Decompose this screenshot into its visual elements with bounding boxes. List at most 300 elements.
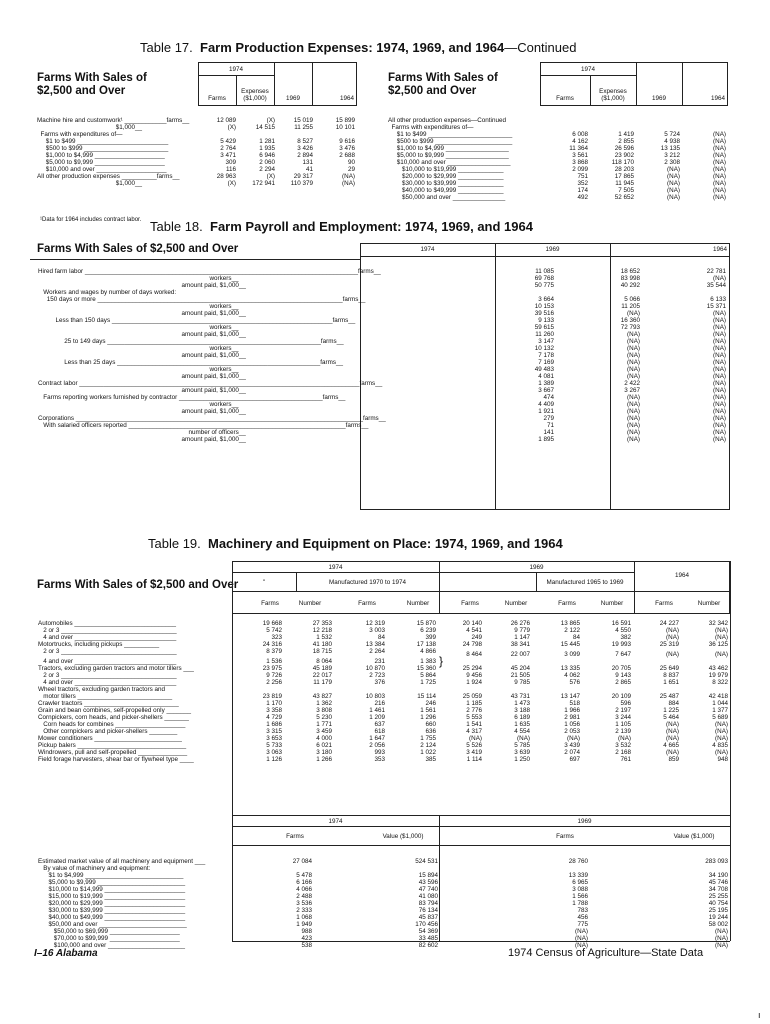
- row-label: 2 or 3 _________________________________: [38, 648, 177, 655]
- cell-value: (NA): [713, 145, 726, 152]
- cell-value: 34 190: [708, 872, 728, 879]
- cell-value: 1 755: [420, 735, 436, 742]
- table17-right-body: [386, 117, 728, 201]
- row-label: $5,000 to $9,999 _________________________: [38, 879, 186, 886]
- cell-value: [540, 117, 590, 124]
- cell-value: 172 941: [252, 180, 275, 187]
- cell-value: 12 319: [365, 620, 385, 627]
- cell-value: [277, 131, 315, 138]
- cell-value: 25 319: [659, 641, 679, 648]
- cell-value: 116: [225, 166, 236, 173]
- cell-value: 283 093: [705, 858, 728, 865]
- cell-value: (NA): [666, 728, 679, 735]
- cell-value: [438, 658, 484, 665]
- table-row: [386, 152, 728, 159]
- t19-col-1969: 1969: [529, 564, 544, 571]
- row-label: amount paid, $1,000__: [38, 352, 246, 359]
- table19-value-body: [36, 858, 730, 949]
- cell-value: 2 776: [466, 707, 482, 714]
- row-label: motor tillers ___________________________: [38, 693, 173, 700]
- t19-sub-farms-4: Farms: [558, 600, 576, 607]
- row-label: Machine hire and customwork¹ ____________farms__: [37, 117, 190, 124]
- table-row: [36, 373, 728, 380]
- cell-value: 13 384: [365, 641, 385, 648]
- table-row: [36, 935, 730, 942]
- row-label: workers__: [38, 366, 239, 373]
- cell-value: 1 461: [369, 707, 385, 714]
- table17-title-text: Farm Production Expenses: 1974, 1969, and 1964: [200, 40, 505, 55]
- table-row: [36, 352, 728, 359]
- cell-value: 110 379: [290, 180, 313, 187]
- cell-value: 3 868: [572, 159, 588, 166]
- source-line: 1974 Census of Agriculture—State Data: [508, 947, 704, 959]
- cell-value: 19 668: [262, 620, 282, 627]
- cell-value: (NA): [342, 180, 355, 187]
- cell-value: (NA): [713, 317, 726, 324]
- table-row: [386, 166, 728, 173]
- table18-title: [150, 219, 533, 234]
- cell-value: 6 133: [710, 296, 726, 303]
- table-row: [36, 401, 728, 408]
- cell-value: 2 333: [296, 907, 312, 914]
- table-row: [36, 886, 730, 893]
- row-label: $1 to $499 ________________________: [388, 131, 513, 138]
- cell-value: 2 865: [615, 679, 631, 686]
- t19-sub-farms-5: Farms: [655, 600, 673, 607]
- cell-value: (NA): [627, 366, 640, 373]
- row-label: number of officers__: [38, 429, 246, 436]
- row-label: $1 to $4,999 ____________________________: [38, 872, 184, 879]
- table-row: [36, 289, 728, 296]
- cell-value: 2 688: [339, 152, 355, 159]
- row-label: $1,000 to $4,999 ____________________: [37, 152, 165, 159]
- table17-continued: —Continued: [504, 40, 577, 55]
- cell-value: 10 803: [365, 693, 385, 700]
- cell-value: (NA): [713, 159, 726, 166]
- table-row: [36, 907, 730, 914]
- row-label: workers__: [38, 345, 239, 352]
- cell-value: 15 445: [560, 641, 580, 648]
- t19-val-sub-farms-1: Farms: [286, 833, 304, 840]
- cell-value: 2 855: [618, 138, 634, 145]
- cell-value: 20 705: [611, 665, 631, 672]
- cell-value: 1 771: [316, 721, 332, 728]
- cell-value: (NA): [715, 735, 728, 742]
- cell-value: (NA): [666, 749, 679, 756]
- cell-value: 45 746: [708, 879, 728, 886]
- cell-value: 2 139: [615, 728, 631, 735]
- cell-value: 6 166: [296, 879, 312, 886]
- cell-value: 6 189: [514, 714, 530, 721]
- cell-value: 2 099: [572, 166, 588, 173]
- row-label: Corporations __________________________________________________________________________________farms__: [38, 415, 386, 422]
- t19-val-sub-value-2: Value ($1,000): [673, 833, 715, 840]
- table-row: [36, 893, 730, 900]
- cell-value: (NA): [618, 735, 631, 742]
- cell-value: 45 837: [418, 914, 438, 921]
- t19-val-sub-farms-2: Farms: [556, 833, 574, 840]
- cell-value: 58 002: [708, 921, 728, 928]
- table-row: [36, 345, 728, 352]
- table-row: [36, 303, 728, 310]
- col-1969-right: 1969: [651, 95, 666, 102]
- cell-value: 993: [374, 749, 385, 756]
- cell-value: 170 456: [415, 921, 438, 928]
- cell-value: 279: [543, 415, 554, 422]
- cell-value: 859: [668, 756, 679, 763]
- table-row: [386, 145, 728, 152]
- table19-body: [36, 620, 730, 763]
- cell-value: (NA): [667, 166, 680, 173]
- cell-value: [334, 686, 387, 693]
- cell-value: 5 742: [266, 627, 282, 634]
- cell-value: 15 870: [416, 620, 436, 627]
- cell-value: 1 377: [712, 707, 728, 714]
- cell-value: 2 122: [564, 627, 580, 634]
- table19-stub-head: Farms With Sales of $2,500 and Over: [37, 579, 239, 591]
- cell-value: (NA): [713, 436, 726, 443]
- cell-value: 29: [347, 166, 355, 173]
- cell-value: 1 362: [316, 700, 332, 707]
- table-row: [36, 620, 730, 627]
- cell-value: [532, 686, 582, 693]
- cell-value: 618: [374, 728, 385, 735]
- cell-value: 2 053: [564, 728, 580, 735]
- table-row: [36, 634, 730, 641]
- cell-value: 10 870: [365, 665, 385, 672]
- cell-value: 3 532: [615, 742, 631, 749]
- cell-value: 216: [374, 700, 385, 707]
- table-row: [35, 145, 357, 152]
- cell-value: 11 364: [569, 145, 588, 152]
- cell-value: (NA): [627, 415, 640, 422]
- table-row: [36, 275, 728, 282]
- row-label: $40,000 to $49,999 _____________: [388, 187, 504, 194]
- row-label: 150 days or more ______________________________________________________________________farms__: [38, 296, 366, 303]
- cell-value: 1 532: [316, 634, 332, 641]
- cell-value: 1 935: [259, 145, 275, 152]
- cell-value: 4 081: [538, 373, 554, 380]
- cell-value: 518: [569, 700, 580, 707]
- table-row: [386, 180, 728, 187]
- cell-value: 5 230: [316, 714, 332, 721]
- cell-value: 16 360: [620, 317, 640, 324]
- cell-value: 20 140: [462, 620, 482, 627]
- cell-value: 15 371: [706, 303, 726, 310]
- cell-value: [314, 865, 440, 872]
- cell-value: (NA): [715, 651, 728, 658]
- cell-value: 8 322: [712, 679, 728, 686]
- cell-value: 2 060: [259, 159, 275, 166]
- cell-value: 4 938: [664, 138, 680, 145]
- cell-value: 28 203: [614, 166, 634, 173]
- cell-value: (NA): [713, 359, 726, 366]
- cell-value: 41 180: [312, 641, 332, 648]
- row-label: amount paid, $1,000__: [38, 436, 246, 443]
- row-label: Hired farm labor ______________________________________________________________________________farms__: [38, 268, 381, 275]
- cell-value: 783: [577, 907, 588, 914]
- table-row: [36, 422, 728, 429]
- t18-col-1969: 1969: [545, 246, 560, 253]
- cell-value: 141: [543, 429, 554, 436]
- cell-value: 42 418: [708, 693, 728, 700]
- cell-value: 54 369: [418, 928, 438, 935]
- cell-value: 18 715: [312, 648, 332, 655]
- cell-value: 15 019: [293, 117, 313, 124]
- cell-value: 1 383: [420, 658, 436, 665]
- table-row: [36, 872, 730, 879]
- cell-value: (NA): [627, 436, 640, 443]
- cell-value: (NA): [713, 373, 726, 380]
- t19-col-manufactured-1965-1969: Manufactured 1965 to 1969: [546, 579, 624, 586]
- row-label: 4 and over _____________________________: [38, 679, 177, 686]
- cell-value: 11 260: [535, 331, 554, 338]
- cell-value: 40 754: [708, 900, 728, 907]
- cell-value: (NA): [627, 373, 640, 380]
- table-row: [386, 194, 728, 201]
- row-label: amount paid, $1,000__: [38, 310, 246, 317]
- cell-value: 5 785: [514, 742, 530, 749]
- cell-value: 3 459: [316, 728, 332, 735]
- cell-value: 35 544: [706, 282, 726, 289]
- table-row: [36, 665, 730, 672]
- cell-value: (NA): [469, 735, 482, 742]
- table-row: [36, 879, 730, 886]
- cell-value: 174: [577, 187, 588, 194]
- cell-value: 352: [577, 180, 588, 187]
- cell-value: 10 153: [534, 303, 554, 310]
- cell-value: 4 062: [564, 672, 580, 679]
- cell-value: 15 899: [335, 117, 355, 124]
- cell-value: 353: [374, 756, 385, 763]
- row-label: $30,000 to $39,999 _______________________: [38, 907, 186, 914]
- cell-value: (NA): [713, 352, 726, 359]
- cell-value: 2 264: [369, 648, 385, 655]
- cell-value: (NA): [715, 728, 728, 735]
- table-row: [36, 429, 728, 436]
- cell-value: 71: [546, 422, 554, 429]
- cell-value: (NA): [713, 310, 726, 317]
- cell-value: 19 993: [611, 641, 631, 648]
- cell-value: 26 596: [614, 145, 634, 152]
- cell-value: 382: [620, 634, 631, 641]
- row-label: 4 and over _____________________________: [38, 658, 177, 665]
- table-row: [386, 131, 728, 138]
- cell-value: 3 561: [572, 152, 588, 159]
- cell-value: [232, 865, 314, 872]
- cell-value: [492, 289, 556, 296]
- cell-value: 4 729: [266, 714, 282, 721]
- cell-value: 1 949: [296, 921, 312, 928]
- cell-value: 50 775: [534, 282, 554, 289]
- col-farms: Farms: [208, 95, 226, 102]
- t18-col-1974: 1974: [420, 246, 435, 253]
- cell-value: 2 764: [220, 145, 236, 152]
- cell-value: [440, 865, 590, 872]
- cell-value: 3 099: [564, 651, 580, 658]
- cell-value: (NA): [575, 942, 588, 949]
- cell-value: 2 723: [369, 672, 385, 679]
- cell-value: 15 894: [418, 872, 438, 879]
- cell-value: 9 726: [266, 672, 282, 679]
- cell-value: [238, 131, 277, 138]
- cell-value: 4 409: [538, 401, 554, 408]
- row-label: workers__: [38, 401, 239, 408]
- cell-value: (NA): [713, 422, 726, 429]
- cell-value: 7 647: [615, 651, 631, 658]
- cell-value: 45 189: [312, 665, 332, 672]
- cell-value: 576: [569, 679, 580, 686]
- cell-value: 22 017: [312, 672, 332, 679]
- row-label: Workers and wages by number of days worked:: [38, 289, 177, 296]
- table-row: [36, 742, 730, 749]
- table-row: [36, 408, 728, 415]
- cell-value: 246: [425, 700, 436, 707]
- cell-value: 8 837: [663, 672, 679, 679]
- col-1974-right: 1974: [580, 66, 595, 73]
- cell-value: 3 188: [514, 707, 530, 714]
- cell-value: (NA): [713, 429, 726, 436]
- t19-sub-number-5: Number: [697, 600, 721, 607]
- row-label: Windrowers, pull and self-propelled ______________: [38, 749, 188, 756]
- table-row: [36, 749, 730, 756]
- row-label: $5,000 to $9,999 __________________: [388, 152, 509, 159]
- cell-value: 660: [425, 721, 436, 728]
- cell-value: 3 180: [316, 749, 332, 756]
- cell-value: [484, 658, 532, 665]
- table-row: [35, 117, 357, 124]
- table-row: [35, 173, 357, 180]
- cell-value: 4 317: [466, 728, 482, 735]
- cell-value: 39 516: [534, 310, 554, 317]
- cell-value: 1 647: [369, 735, 385, 742]
- cell-value: 82 602: [418, 942, 438, 949]
- cell-value: 3 653: [266, 735, 282, 742]
- cell-value: 3 147: [538, 338, 554, 345]
- cell-value: (NA): [715, 627, 728, 634]
- cell-value: 376: [374, 679, 385, 686]
- cell-value: 32 342: [708, 620, 728, 627]
- row-label: Crawler tractors ___________________________: [38, 700, 179, 707]
- cell-value: 4 665: [663, 742, 679, 749]
- cell-value: 3 244: [615, 714, 631, 721]
- row-label: $10,000 and over ____________________: [37, 166, 167, 173]
- cell-value: 2 056: [369, 742, 385, 749]
- t19-sub-farms-1: Farms: [261, 600, 279, 607]
- cell-value: 131: [302, 159, 313, 166]
- cell-value: 4 866: [420, 648, 436, 655]
- cell-value: 24 316: [262, 641, 282, 648]
- cell-value: (NA): [627, 429, 640, 436]
- cell-value: (NA): [715, 928, 728, 935]
- cell-value: [234, 686, 284, 693]
- cell-value: 43 827: [312, 693, 332, 700]
- table-row: [36, 921, 730, 928]
- cell-value: 3 267: [624, 387, 640, 394]
- cell-value: (X): [266, 173, 275, 180]
- col-farms-right: Farms: [556, 95, 574, 102]
- cell-value: 1 126: [266, 756, 282, 763]
- cell-value: 1 209: [369, 714, 385, 721]
- cell-value: [682, 117, 728, 124]
- table18-stub-head: Farms With Sales of $2,500 and Over: [37, 243, 239, 255]
- cell-value: 27 353: [312, 620, 332, 627]
- table-row: [386, 173, 728, 180]
- cell-value: 24 798: [462, 641, 482, 648]
- cell-value: 29 317: [293, 173, 313, 180]
- cell-value: 1 022: [420, 749, 436, 756]
- cell-value: 4 554: [514, 728, 530, 735]
- row-label: Less than 150 days _______________________________________________________________farms__: [38, 317, 356, 324]
- cell-value: 9 616: [339, 138, 355, 145]
- cell-value: 3 536: [296, 900, 312, 907]
- cell-value: 25 255: [708, 893, 728, 900]
- cell-value: 12 089: [216, 117, 236, 124]
- cell-value: 19 244: [708, 914, 728, 921]
- cell-value: 1 561: [420, 707, 436, 714]
- cell-value: 5 864: [420, 672, 436, 679]
- cell-value: 9 779: [514, 627, 530, 634]
- cell-value: 3 358: [266, 707, 282, 714]
- cell-value: 25 294: [462, 665, 482, 672]
- cell-value: 13 335: [560, 665, 580, 672]
- cell-value: (NA): [713, 324, 726, 331]
- cell-value: 1 044: [712, 700, 728, 707]
- table-row: [36, 735, 730, 742]
- cell-value: 1 389: [538, 380, 554, 387]
- cell-value: 524 531: [415, 858, 438, 865]
- row-label: workers__: [38, 275, 239, 282]
- table-row: [36, 928, 730, 935]
- cell-value: (NA): [666, 627, 679, 634]
- cell-value: 11 205: [621, 303, 640, 310]
- table19-title: [148, 536, 563, 551]
- table17-title: [140, 40, 576, 55]
- cell-value: [284, 686, 334, 693]
- cell-value: 1 921: [538, 408, 554, 415]
- cell-value: 492: [577, 194, 588, 201]
- cell-value: 23 975: [262, 665, 282, 672]
- cell-value: 47 740: [418, 886, 438, 893]
- row-label: amount paid, $1,000__: [38, 282, 246, 289]
- cell-value: (NA): [713, 187, 726, 194]
- cell-value: 59 615: [534, 324, 554, 331]
- t19-val-col-1969: 1969: [577, 818, 592, 825]
- cell-value: 2 981: [564, 714, 580, 721]
- table-row: [36, 436, 728, 443]
- t19-sub-number-1: Number: [298, 600, 322, 607]
- row-label: 2 or 3 _________________________________: [38, 672, 177, 679]
- cell-value: 8 527: [297, 138, 313, 145]
- table-row: [36, 268, 728, 275]
- cell-value: 1 185: [466, 700, 482, 707]
- cell-value: (NA): [342, 173, 355, 180]
- row-label: $10,000 and over __________________: [388, 159, 511, 166]
- cell-value: 596: [620, 700, 631, 707]
- cell-value: 6 239: [420, 627, 436, 634]
- cell-value: 9 785: [514, 679, 530, 686]
- table-row: [36, 648, 730, 658]
- cell-value: 1 895: [538, 436, 554, 443]
- row-label: amount paid, $1,000__: [38, 408, 246, 415]
- cell-value: 3 476: [339, 145, 355, 152]
- cell-value: 16 591: [611, 620, 631, 627]
- table-row: [36, 282, 728, 289]
- cell-value: [438, 686, 484, 693]
- table-row: [36, 672, 730, 679]
- table-row: [36, 693, 730, 700]
- t19-sub-number-2: Number: [406, 600, 430, 607]
